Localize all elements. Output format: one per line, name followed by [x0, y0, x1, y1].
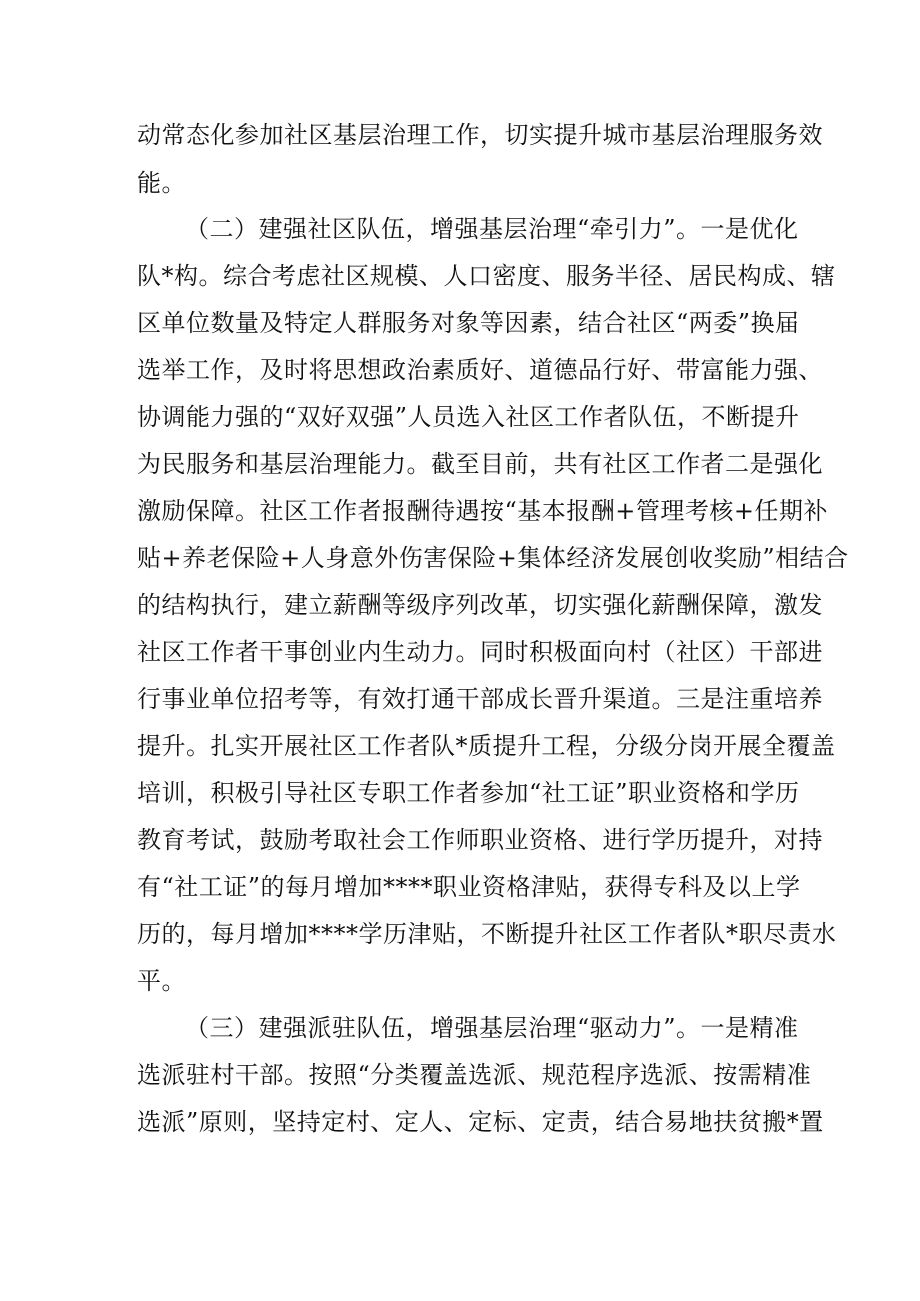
- paragraph-line: 协调能力强的“双好双强”人员选入社区工作者队伍，不断提升: [137, 403, 800, 431]
- paragraph-line: 队*构。综合考虑社区规模、人口密度、服务半径、居民构成、辖: [137, 262, 836, 290]
- paragraph-line: 选举工作，及时将思想政治素质好、道德品行好、带富能力强、: [137, 356, 823, 384]
- paragraph-line: 的结构执行，建立薪酬等级序列改革，切实强化薪酬保障，激发: [137, 591, 823, 619]
- paragraph-line: 选派驻村干部。按照“分类覆盖选派、规范程序选派、按需精准: [137, 1061, 812, 1089]
- paragraph-line: 教育考试，鼓励考取社会工作师职业资格、进行学历提升，对持: [137, 826, 823, 854]
- paragraph-line: 提升。扎实开展社区工作者队*质提升工程，分级分岗开展全覆盖: [137, 732, 836, 760]
- paragraph-line: 有“社工证”的每月增加****职业资格津贴，获得专科及以上学: [137, 873, 801, 901]
- paragraph-line: 能。: [137, 169, 186, 197]
- paragraph-line: 激励保障。社区工作者报酬待遇按“基本报酬+管理考核+任期补: [137, 497, 828, 525]
- paragraph-line: 培训，积极引导社区专职工作者参加“社工证”职业资格和学历: [137, 779, 800, 807]
- paragraph-line: 社区工作者干事创业内生动力。同时积极面向村（社区）干部进: [137, 638, 823, 666]
- paragraph-line: 动常态化参加社区基层治理工作，切实提升城市基层治理服务效: [137, 121, 823, 149]
- paragraph-line: 行事业单位招考等，有效打通干部成长晋升渠道。三是注重培养: [137, 685, 823, 713]
- paragraph-line: 贴+养老保险+人身意外伤害保险+集体经济发展创收奖励”相结合: [137, 544, 849, 572]
- paragraph-line: 区单位数量及特定人群服务对象等因素，结合社区“两委”换届: [137, 309, 800, 337]
- section-heading-line: （二）建强社区队伍，增强基层治理“牵引力”。一是优化: [185, 215, 799, 243]
- paragraph-line: 选派”原则，坚持定村、定人、定标、定责，结合易地扶贫搬*置: [137, 1108, 824, 1136]
- paragraph-line: 为民服务和基层治理能力。截至目前，共有社区工作者二是强化: [137, 450, 823, 478]
- paragraph-line: 历的，每月增加****学历津贴，不断提升社区工作者队*职尽责水: [137, 920, 837, 948]
- section-heading-line: （三）建强派驻队伍，增强基层治理“驱动力”。一是精准: [185, 1014, 799, 1042]
- paragraph-line: 平。: [137, 967, 186, 995]
